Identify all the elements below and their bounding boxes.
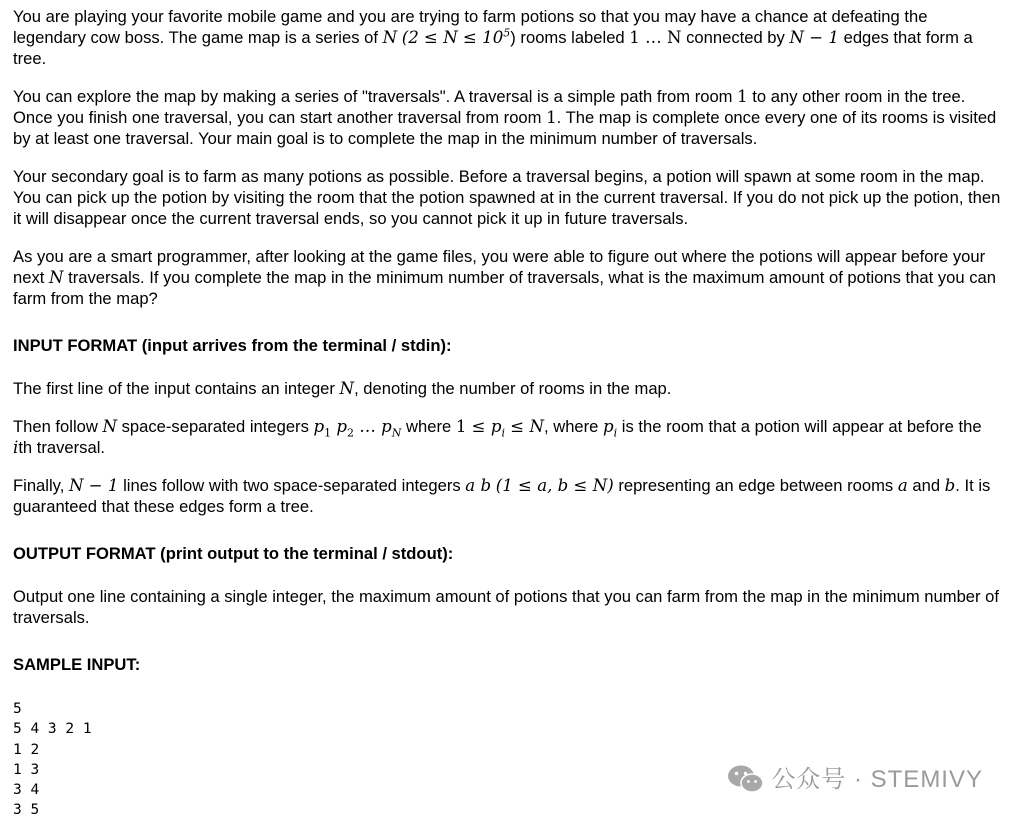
watermark-text: 公众号 · STEMIVY [771, 765, 983, 793]
math-labels: 1 … N [629, 28, 682, 47]
output-format-heading: OUTPUT FORMAT (print output to the terminal / stdout): [13, 544, 454, 563]
math-n: N [382, 28, 398, 47]
wechat-icon [727, 764, 765, 794]
input-format-line-2: Then follow N space-separated integers $p_1$ $p_2$ … $p_N$ where $1 \le p_i \le N$, where $p_i$ is the room that a potion will appear at before the ith traversal. [13, 417, 982, 457]
watermark [727, 764, 983, 794]
math-edges: N − 1 [789, 28, 839, 47]
input-format-heading: INPUT FORMAT (input arrives from the terminal / stdin): [13, 336, 452, 355]
statement-paragraph-4: As you are a smart programmer, after looking at the game files, you were able to figure out where the potions will appear before your next N traversals. If you complete the map in the minimum number of traversals, what is the maximum amount of potions that you can farm from the map? [13, 247, 996, 308]
statement-paragraph-3: Your secondary goal is to farm as many potions as possible. Before a traversal begins, a potion will spawn at some room in the map. You can pick up the potion by visiting the room that the potion spawned at in the current traversal. If you do not pick up the potion, then it will disappear once the current traversal ends, so you cannot pick it up in future traversals. [13, 167, 1001, 228]
math-range: ($2 \le N \le 10^5$ [401, 26, 511, 47]
input-format-line-3: Finally, N − 1 lines follow with two space-separated integers a b (1 ≤ a, b ≤ N) representing an edge between rooms a and b. It is guaranteed that these edges form a tree. [13, 476, 991, 516]
sample-input-heading: SAMPLE INPUT: [13, 655, 141, 674]
output-format-text: Output one line containing a single integer, the maximum amount of potions that you can farm from the map in the minimum number of traversals. [13, 587, 999, 627]
input-format-line-1: The first line of the input contains an integer N, denoting the number of rooms in the map. [13, 379, 672, 398]
statement-paragraph-1: You are playing your favorite mobile game and you are trying to farm potions so that you may have a chance at defeating the legendary cow boss. The game map is a series of N $(2 \le N \le 10^5)$ rooms labeled 1 … N connected by N − 1 edges that form a tree. [13, 7, 973, 68]
sample-input-code: 5 5 4 3 2 1 1 2 1 3 3 4 3 5 [13, 701, 92, 819]
statement-paragraph-2: You can explore the map by making a series of "traversals". A traversal is a simple path from room 1 to any other room in the tree. Once you finish one traversal, you can start another traversal from room 1. The map is complete once every one of its rooms is visited by at least one traversal. Your main goal is to complete the map in the minimum number of traversals. [13, 87, 997, 148]
